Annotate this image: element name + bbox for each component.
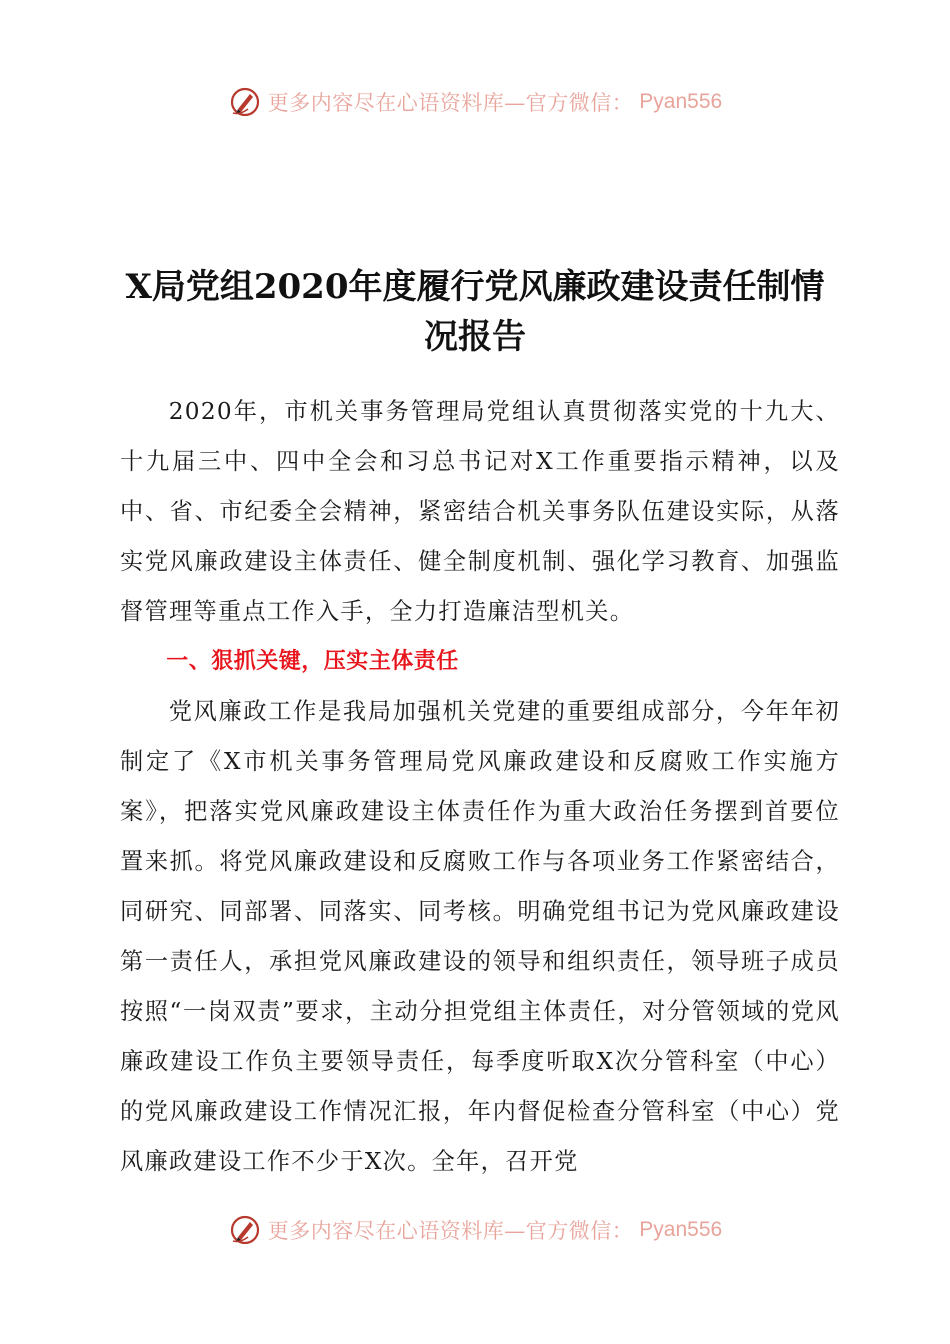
watermark-wechat-id: Pyan556 bbox=[639, 1218, 723, 1241]
document-title bbox=[100, 262, 850, 362]
section-1-heading: 一、狠抓关键，压实主体责任 bbox=[166, 649, 459, 674]
watermark-text: 更多内容尽在心语资料库—官方微信： bbox=[267, 91, 634, 115]
watermark-header bbox=[0, 82, 950, 122]
title-line-2: 况报告 bbox=[424, 317, 526, 357]
section-1-paragraph: 党风廉政工作是我局加强机关党建的重要组成部分，今年年初制定了《X市机关事务管理局党风廉政建设和反腐败工作实施方案》，把落实党风廉政建设主体责任作为重大政治任务摆到首要位置来抓。将党风廉政建设和反腐败工作与各项业务工作紧密结合，同研究、同部署、同落实、同考核。明确党组书记为党风廉政建设第一责任人，承担党风廉政建设的领导和组织责任，领导班子成员按照“一岗双责”要求，主动分担党组主体责任，对分管领域的党风廉政建设工作负主要领导责任，每季度听取X次分管科室（中心）的党风廉政建设工作情况汇报，年内督促检查分管科室（中心）党风廉政建设工作不少于X次。全年，召开党 bbox=[120, 698, 840, 1175]
watermark-text: 更多内容尽在心语资料库—官方微信： bbox=[267, 1219, 634, 1243]
pen-logo-icon bbox=[228, 1213, 262, 1247]
intro-paragraph: 2020年，市机关事务管理局党组认真贯彻落实党的十九大、十九届三中、四中全会和习总书记对X工作重要指示精神，以及中、省、市纪委全会精神，紧密结合机关事务队伍建设实际，从落实党风廉政建设主体责任、健全制度机制、强化学习教育、加强监督管理等重点工作入手，全力打造廉洁型机关。 bbox=[120, 398, 840, 625]
title-line-1: X局党组2020年度履行党风廉政建设责任制情 bbox=[125, 267, 825, 307]
watermark-wechat-id: Pyan556 bbox=[639, 90, 723, 113]
document-body bbox=[120, 387, 840, 1187]
watermark-footer bbox=[0, 1210, 950, 1250]
pen-logo-icon bbox=[228, 85, 262, 119]
